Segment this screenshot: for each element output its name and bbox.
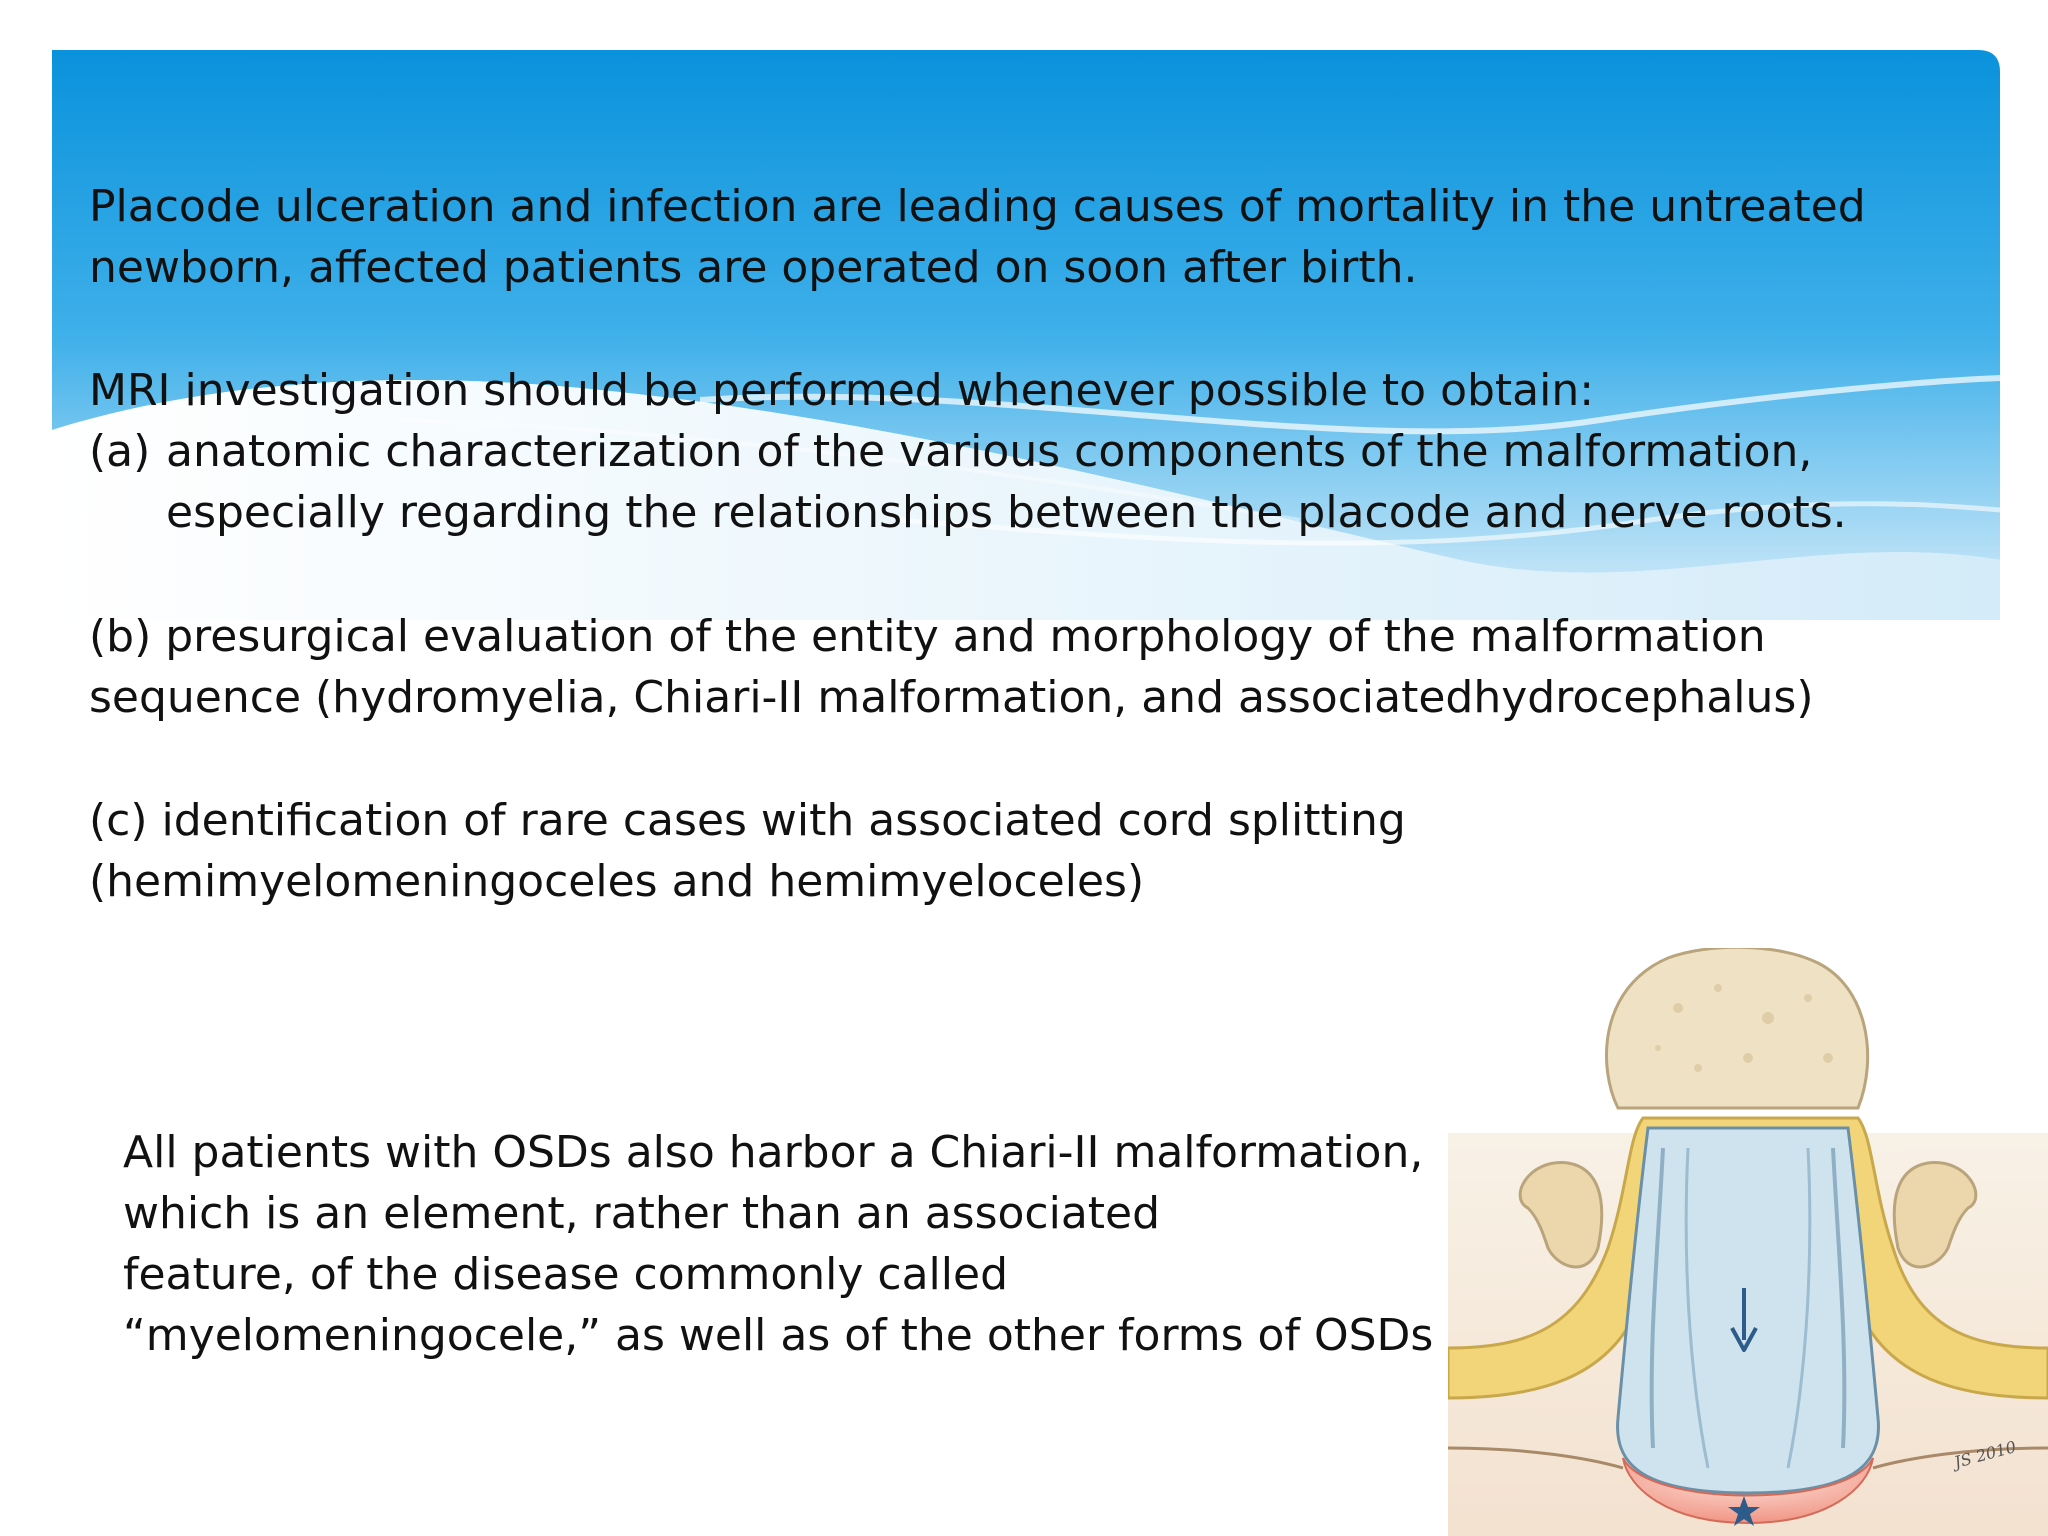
item-a-line: especially regarding the relationships between the placode and nerve roots. [166,487,1847,538]
item-b-line: (b) presurgical evaluation of the entity and morphology of the malformation [89,611,1766,662]
item-a-label: (a) [89,426,151,477]
spine-illustration [1448,948,2048,1536]
item-c-line: (c) identification of rare cases with associated cord splitting [89,795,1406,846]
note-line: All patients with OSDs also harbor a Chiari-II malformation, [123,1127,1424,1178]
item-b-line: sequence (hydromyelia, Chiari-II malformation, and associatedhydrocephalus) [89,672,1814,723]
intro-paragraph [89,176,1866,298]
mri-item-c [89,790,1406,912]
mri-item-a [89,421,1847,482]
note-line: feature, of the disease commonly called [123,1249,1009,1300]
mri-lead: MRI investigation should be performed whenever possible to obtain: [89,365,1595,416]
illustrator-signature: JS 2010 [1952,1437,2019,1472]
item-a-line: anatomic characterization of the various components of the malformation, [166,426,1813,477]
chiari-note [123,1122,1433,1366]
mri-item-b [89,606,1814,728]
intro-line: Placode ulceration and infection are leading causes of mortality in the untreated [89,181,1866,232]
note-line: “myelomeningocele,” as well as of the other forms of OSDs [123,1310,1434,1361]
note-line: which is an element, rather than an associated [123,1188,1161,1239]
intro-line: newborn, affected patients are operated on soon after birth. [89,242,1418,293]
mri-section [89,360,1847,543]
item-c-line: (hemimyelomeningoceles and hemimyeloceles) [89,856,1145,907]
